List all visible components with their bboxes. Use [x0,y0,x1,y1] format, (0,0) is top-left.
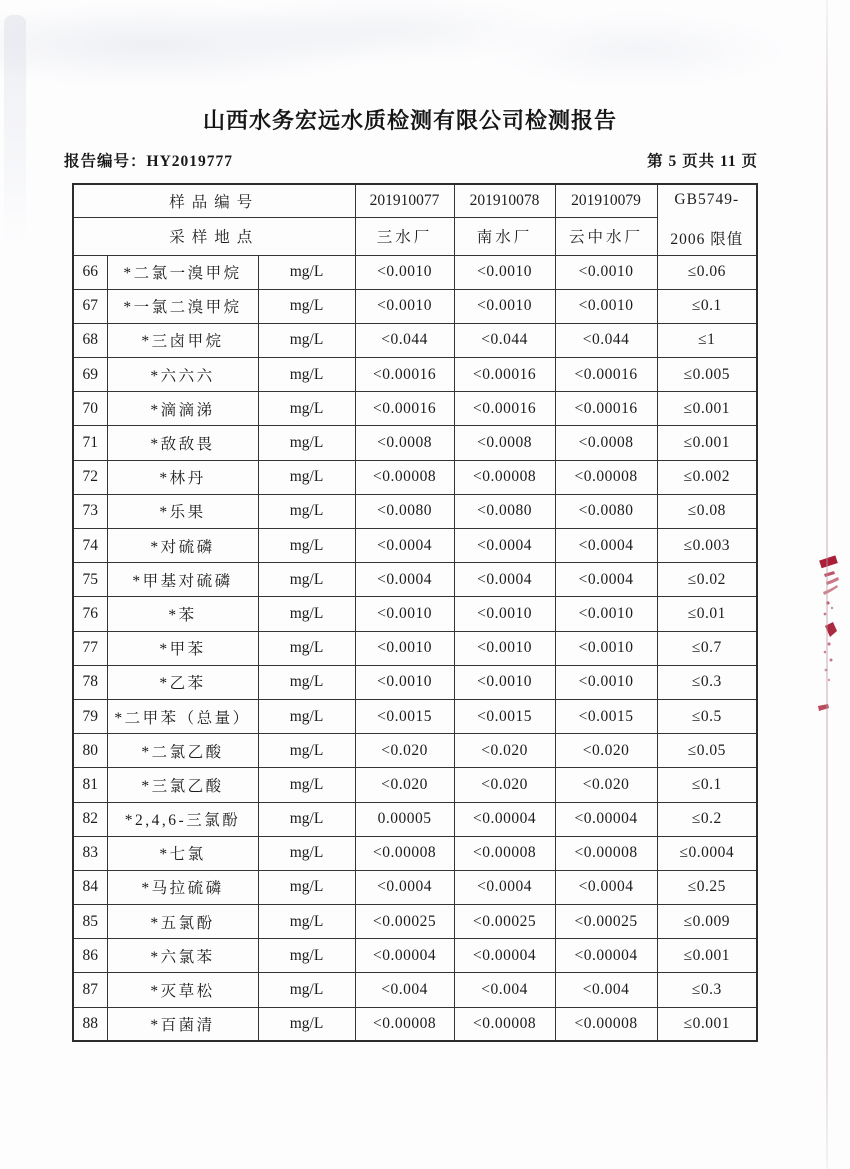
value-plant1: 0.00005 [355,802,454,836]
row-number: 73 [73,494,107,528]
value-plant1: <0.00016 [355,358,454,392]
report-number [64,149,233,171]
row-number: 69 [73,358,107,392]
table-row [73,460,757,494]
param-name: *甲苯 [107,631,258,665]
header-row-sample-ids [73,184,757,217]
value-plant3: <0.00008 [555,836,657,870]
limit-value: ≤0.3 [657,665,757,699]
row-number: 80 [73,734,107,768]
value-plant2: <0.0010 [454,665,555,699]
value-plant2: <0.0010 [454,597,555,631]
value-plant1: <0.004 [355,973,454,1007]
row-number: 70 [73,392,107,426]
row-number: 84 [73,870,107,904]
value-plant3: <0.0004 [555,870,657,904]
table-row [73,631,757,665]
table-row [73,699,757,733]
header-row-locations [73,217,757,255]
value-plant1: <0.0004 [355,529,454,563]
row-number: 88 [73,1007,107,1041]
param-name: *2,4,6-三氯酚 [107,802,258,836]
value-plant2: <0.0004 [454,529,555,563]
limit-value: ≤0.001 [657,1007,757,1041]
param-unit: mg/L [258,289,355,323]
row-number: 87 [73,973,107,1007]
value-plant2: <0.020 [454,768,555,802]
param-name: *甲基对硫磷 [107,563,258,597]
param-name: *灭草松 [107,973,258,1007]
value-plant2: <0.00004 [454,802,555,836]
value-plant2: <0.0004 [454,870,555,904]
row-number: 85 [73,905,107,939]
value-plant1: <0.00016 [355,392,454,426]
value-plant2: <0.020 [454,734,555,768]
row-number: 72 [73,460,107,494]
value-plant3: <0.0010 [555,597,657,631]
scan-noise-left [4,15,26,245]
value-plant3: <0.020 [555,734,657,768]
limit-value: ≤0.02 [657,563,757,597]
value-plant2: <0.00004 [454,939,555,973]
value-plant1: <0.020 [355,768,454,802]
param-name: *百菌清 [107,1007,258,1041]
param-unit: mg/L [258,460,355,494]
value-plant2: <0.0010 [454,289,555,323]
limit-value: ≤0.001 [657,939,757,973]
limit-header-lines [660,188,755,252]
row-number: 67 [73,289,107,323]
row-number: 74 [73,529,107,563]
value-plant2: <0.00008 [454,460,555,494]
table-row [73,905,757,939]
page-indicator: 第 5 页共 11 页 [647,153,758,170]
limit-value: ≤0.1 [657,768,757,802]
sample-id-plant2: 201910078 [454,184,555,217]
value-plant2: <0.0010 [454,255,555,289]
limit-value: ≤0.3 [657,973,757,1007]
limit-header-line1: GB5749- [674,190,740,208]
param-unit: mg/L [258,939,355,973]
row-number: 79 [73,699,107,733]
limit-value: ≤0.002 [657,460,757,494]
value-plant3: <0.0010 [555,665,657,699]
param-unit: mg/L [258,1007,355,1041]
limit-value: ≤0.005 [657,358,757,392]
table-row [73,665,757,699]
table-row [73,358,757,392]
row-number: 83 [73,836,107,870]
table-row [73,836,757,870]
row-number: 78 [73,665,107,699]
row-number: 82 [73,802,107,836]
value-plant3: <0.00025 [555,905,657,939]
location-plant2: 南水厂 [454,217,555,255]
value-plant1: <0.0080 [355,494,454,528]
param-name: *滴滴涕 [107,392,258,426]
table-row [73,802,757,836]
table-row [73,255,757,289]
table-row [73,529,757,563]
param-name: *苯 [107,597,258,631]
table-row [73,734,757,768]
results-table-header [73,184,757,255]
param-unit: mg/L [258,870,355,904]
param-name: *敌敌畏 [107,426,258,460]
value-plant2: <0.00025 [454,905,555,939]
param-name: *乙苯 [107,665,258,699]
results-table-body [73,255,757,1041]
value-plant3: <0.00004 [555,939,657,973]
param-name: *二甲苯（总量） [107,699,258,733]
table-row [73,392,757,426]
param-unit: mg/L [258,358,355,392]
param-name: *三氯乙酸 [107,768,258,802]
table-row [73,597,757,631]
limit-value: ≤0.1 [657,289,757,323]
location-plant3: 云中水厂 [555,217,657,255]
table-row [73,870,757,904]
param-unit: mg/L [258,734,355,768]
table-row [73,494,757,528]
limit-header-line2: 2006 限值 [670,230,744,248]
param-unit: mg/L [258,494,355,528]
value-plant3: <0.00016 [555,358,657,392]
report-number-label: 报告编号： [64,153,147,170]
param-unit: mg/L [258,255,355,289]
limit-value: ≤0.001 [657,392,757,426]
value-plant3: <0.020 [555,768,657,802]
limit-value: ≤0.009 [657,905,757,939]
table-row [73,426,757,460]
limit-value: ≤0.001 [657,426,757,460]
sample-no-label: 样品编号 [73,184,355,217]
value-plant1: <0.0010 [355,631,454,665]
table-row [73,973,757,1007]
param-name: *乐果 [107,494,258,528]
row-number: 71 [73,426,107,460]
param-unit: mg/L [258,802,355,836]
value-plant2: <0.044 [454,323,555,357]
row-number: 81 [73,768,107,802]
value-plant3: <0.0004 [555,529,657,563]
table-row [73,323,757,357]
limit-value: ≤0.25 [657,870,757,904]
value-plant1: <0.044 [355,323,454,357]
row-number: 76 [73,597,107,631]
sample-location-label: 采样地点 [73,217,355,255]
row-number: 75 [73,563,107,597]
param-unit: mg/L [258,597,355,631]
value-plant1: <0.020 [355,734,454,768]
value-plant1: <0.0008 [355,426,454,460]
limit-value: ≤0.05 [657,734,757,768]
value-plant1: <0.00008 [355,460,454,494]
limit-value: ≤0.7 [657,631,757,665]
value-plant1: <0.0004 [355,870,454,904]
value-plant2: <0.0015 [454,699,555,733]
value-plant2: <0.0004 [454,563,555,597]
value-plant2: <0.00008 [454,836,555,870]
value-plant2: <0.00016 [454,392,555,426]
limit-value: ≤0.01 [657,597,757,631]
value-plant2: <0.0008 [454,426,555,460]
value-plant2: <0.0010 [454,631,555,665]
param-name: *三卤甲烷 [107,323,258,357]
row-number: 66 [73,255,107,289]
value-plant2: <0.00008 [454,1007,555,1041]
value-plant1: <0.0010 [355,665,454,699]
row-number: 86 [73,939,107,973]
param-unit: mg/L [258,836,355,870]
param-name: *一氯二溴甲烷 [107,289,258,323]
row-number: 77 [73,631,107,665]
value-plant1: <0.00008 [355,1007,454,1041]
table-row [73,563,757,597]
value-plant1: <0.0010 [355,597,454,631]
value-plant1: <0.0015 [355,699,454,733]
report-number-value: HY2019777 [146,153,234,170]
limit-value: ≤0.5 [657,699,757,733]
value-plant3: <0.0010 [555,255,657,289]
value-plant1: <0.0010 [355,255,454,289]
param-unit: mg/L [258,665,355,699]
limit-value: ≤1 [657,323,757,357]
value-plant1: <0.00025 [355,905,454,939]
param-unit: mg/L [258,905,355,939]
param-name: *六氯苯 [107,939,258,973]
table-row [73,768,757,802]
table-row [73,1007,757,1041]
value-plant3: <0.0080 [555,494,657,528]
value-plant3: <0.00016 [555,392,657,426]
limit-column-header [657,184,757,255]
value-plant3: <0.00008 [555,460,657,494]
param-name: *五氯酚 [107,905,258,939]
value-plant1: <0.0010 [355,289,454,323]
value-plant2: <0.0080 [454,494,555,528]
param-unit: mg/L [258,563,355,597]
table-row [73,289,757,323]
value-plant3: <0.044 [555,323,657,357]
value-plant3: <0.0004 [555,563,657,597]
param-name: *六六六 [107,358,258,392]
param-unit: mg/L [258,323,355,357]
param-name: *七氯 [107,836,258,870]
limit-value: ≤0.003 [657,529,757,563]
param-name: *林丹 [107,460,258,494]
sample-id-plant1: 201910077 [355,184,454,217]
limit-value: ≤0.0004 [657,836,757,870]
value-plant2: <0.00016 [454,358,555,392]
param-unit: mg/L [258,973,355,1007]
limit-value: ≤0.08 [657,494,757,528]
red-seal-fragment [798,548,844,723]
param-name: *二氯一溴甲烷 [107,255,258,289]
table-row [73,939,757,973]
param-unit: mg/L [258,392,355,426]
param-name: *二氯乙酸 [107,734,258,768]
param-unit: mg/L [258,426,355,460]
value-plant2: <0.004 [454,973,555,1007]
param-name: *马拉硫磷 [107,870,258,904]
param-unit: mg/L [258,768,355,802]
param-unit: mg/L [258,631,355,665]
param-unit: mg/L [258,529,355,563]
value-plant1: <0.00004 [355,939,454,973]
page-title: 山西水务宏远水质检测有限公司检测报告 [202,108,617,133]
row-number: 68 [73,323,107,357]
location-plant1: 三水厂 [355,217,454,255]
value-plant1: <0.0004 [355,563,454,597]
param-name: *对硫磷 [107,529,258,563]
param-unit: mg/L [258,699,355,733]
limit-value: ≤0.06 [657,255,757,289]
value-plant3: <0.0010 [555,631,657,665]
value-plant3: <0.0010 [555,289,657,323]
value-plant3: <0.00008 [555,1007,657,1041]
value-plant1: <0.00008 [355,836,454,870]
value-plant3: <0.00004 [555,802,657,836]
scan-edge-line [826,0,828,1169]
results-table [72,183,758,1042]
value-plant3: <0.0015 [555,699,657,733]
value-plant3: <0.004 [555,973,657,1007]
limit-value: ≤0.2 [657,802,757,836]
scan-noise-top [0,0,850,100]
sample-id-plant3: 201910079 [555,184,657,217]
value-plant3: <0.0008 [555,426,657,460]
meta-row [64,149,758,171]
